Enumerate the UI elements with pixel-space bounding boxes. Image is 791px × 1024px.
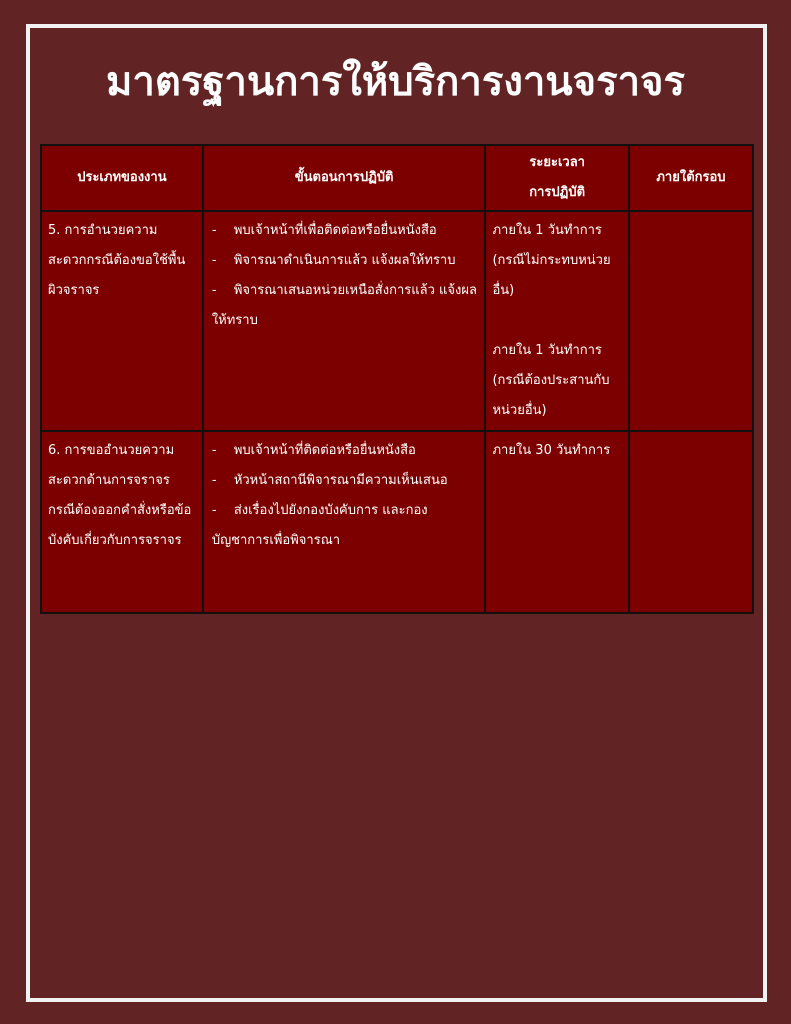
step-marker: - — [211, 503, 217, 518]
step-marker: - — [211, 253, 217, 268]
header-duration — [485, 145, 628, 211]
row-within-cell — [629, 431, 753, 613]
header-within: ภายใต้กรอบ — [629, 145, 753, 211]
duration-text: ภายใน 1 วันทำการ (กรณีไม่กระทบหน่วยอื่น) — [492, 223, 611, 298]
step-item — [210, 466, 479, 496]
table-header-row — [41, 145, 753, 211]
duration-text: ภายใน 1 วันทำการ (กรณีต้องประสานกับหน่วยอื่น) — [492, 343, 610, 418]
header-duration-line1: ระยะเวลา — [529, 155, 585, 170]
step-marker: - — [211, 473, 217, 488]
page-title: มาตรฐานการให้บริการงานจราจร — [106, 59, 685, 105]
step-marker: - — [211, 443, 217, 458]
row-type-cell: 6. การขออำนวยความสะดวกด้านการจราจรกรณีต้องออกคำสั่งหรือข้อบังคับเกี่ยวกับการจราจร — [41, 431, 203, 613]
step-text: พิจารณาเสนอหน่วยเหนือสั่งการแล้ว แจ้งผลให้ทราบ — [211, 283, 477, 328]
step-marker: - — [211, 283, 217, 298]
row-duration-cell — [485, 211, 628, 431]
service-standard-table — [40, 144, 754, 614]
step-item — [210, 436, 479, 466]
step-item — [210, 276, 479, 336]
step-text: พิจารณาดำเนินการแล้ว แจ้งผลให้ทราบ — [233, 253, 456, 268]
header-steps: ขั้นตอนการปฏิบัติ — [203, 145, 486, 211]
step-text: หัวหน้าสถานีพิจารณามีความเห็นเสนอ — [233, 473, 448, 488]
header-duration-line2: การปฏิบัติ — [529, 185, 586, 200]
table-row — [41, 431, 753, 613]
step-text: พบเจ้าหน้าที่ติดต่อหรือยื่นหนังสือ — [233, 443, 416, 458]
step-text: พบเจ้าหน้าที่เพื่อติดต่อหรือยื่นหนังสือ — [233, 223, 437, 238]
table-row — [41, 211, 753, 431]
row-duration-cell — [485, 431, 628, 613]
row-steps-cell — [203, 211, 486, 431]
step-text: ส่งเรื่องไปยังกองบังคับการ และกองบัญชาการเพื่อพิจารณา — [211, 503, 428, 548]
row-type-cell: 5. การอำนวยความสะดวกกรณีต้องขอใช้พื้นผิวจราจร — [41, 211, 203, 431]
header-type: ประเภทของงาน — [41, 145, 203, 211]
duration-spacer — [492, 306, 621, 336]
step-marker: - — [211, 223, 217, 238]
duration-text: ภายใน 30 วันทำการ — [492, 443, 611, 458]
step-item — [210, 496, 479, 556]
row-within-cell — [629, 211, 753, 431]
row-steps-cell — [203, 431, 486, 613]
step-item — [210, 216, 479, 246]
step-item — [210, 246, 479, 276]
